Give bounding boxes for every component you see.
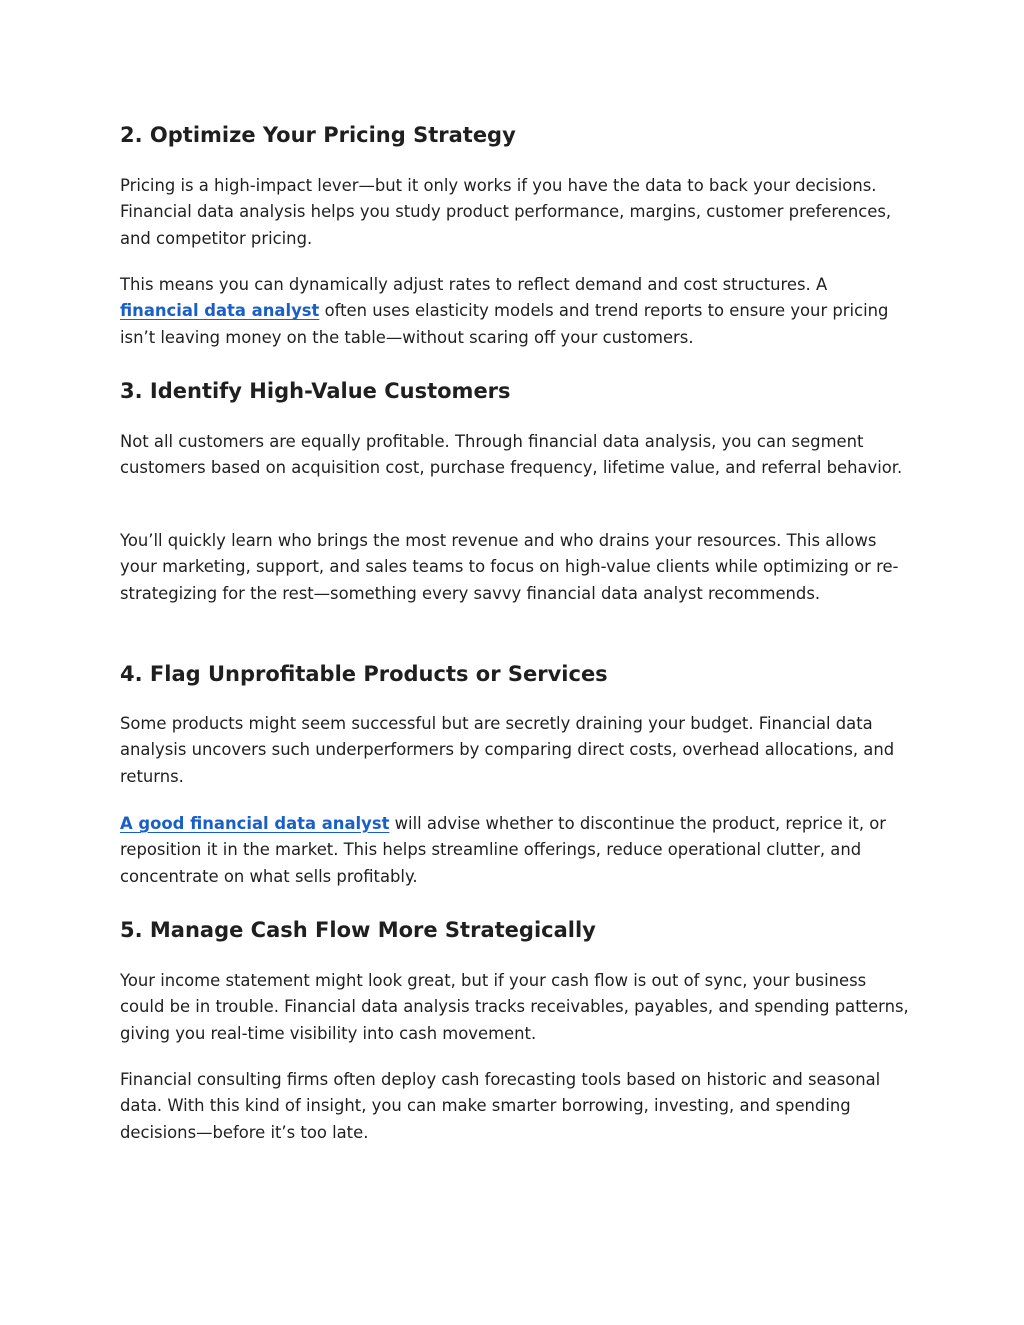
paragraph-text: This means you can dynamically adjust rates to reflect demand and cost structures. A [120,275,828,294]
paragraph-unprofitable-analyst [120,811,910,890]
paragraph-unprofitable-intro: Some products might seem successful but are secretly draining your budget. Financial data analysis uncovers such underperformers by comparing direct costs, overhead allocations, and returns. [120,714,895,786]
paragraph-customers-intro: Not all customers are equally profitable. Through financial data analysis, you can segment customers based on acquisition cost, purchase frequency, lifetime value, and referral behavior. [120,432,903,478]
paragraph-cash-flow-forecasting: Financial consulting firms often deploy cash forecasting tools based on historic and seasonal data. With this kind of insight, you can make smarter borrowing, investing, and spending decisions—before it’s too late. [120,1070,881,1142]
paragraph-text: often uses elasticity models and trend reports to ensure your pricing isn’t leaving money on the table—without scaring off your customers. [120,301,889,347]
section-heading-pricing: 2. Optimize Your Pricing Strategy [120,123,516,147]
section-heading-customers: 3. Identify High-Value Customers [120,379,511,403]
financial-data-analyst-link[interactable]: financial data analyst [120,301,320,321]
paragraph-cash-flow-intro: Your income statement might look great, but if your cash flow is out of sync, your business could be in trouble. Financial data analysis tracks receivables, payables, and spending patterns, giving you real-time visibility into cash movement. [120,971,909,1043]
section-heading-cash-flow: 5. Manage Cash Flow More Strategically [120,918,596,942]
paragraph-pricing-intro: Pricing is a high-impact lever—but it only works if you have the data to back your decisions. Financial data analysis helps you study product performance, margins, customer preferences, and competitor pricing. [120,176,892,248]
good-financial-data-analyst-link[interactable]: A good financial data analyst [120,814,390,833]
paragraph-customers-detail: You’ll quickly learn who brings the most revenue and who drains your resources. This allows your marketing, support, and sales teams to focus on high-value clients while optimizing or re-strategizing for the rest—something every savvy financial data analyst recommends. [120,531,899,603]
paragraph-text: will advise whether to discontinue the product, reprice it, or reposition it in the market. This helps streamline offerings, reduce operational clutter, and concentrate on what sells profitably. [120,814,887,886]
section-heading-unprofitable: 4. Flag Unprofitable Products or Services [120,662,608,686]
paragraph-pricing-analyst [120,272,910,351]
